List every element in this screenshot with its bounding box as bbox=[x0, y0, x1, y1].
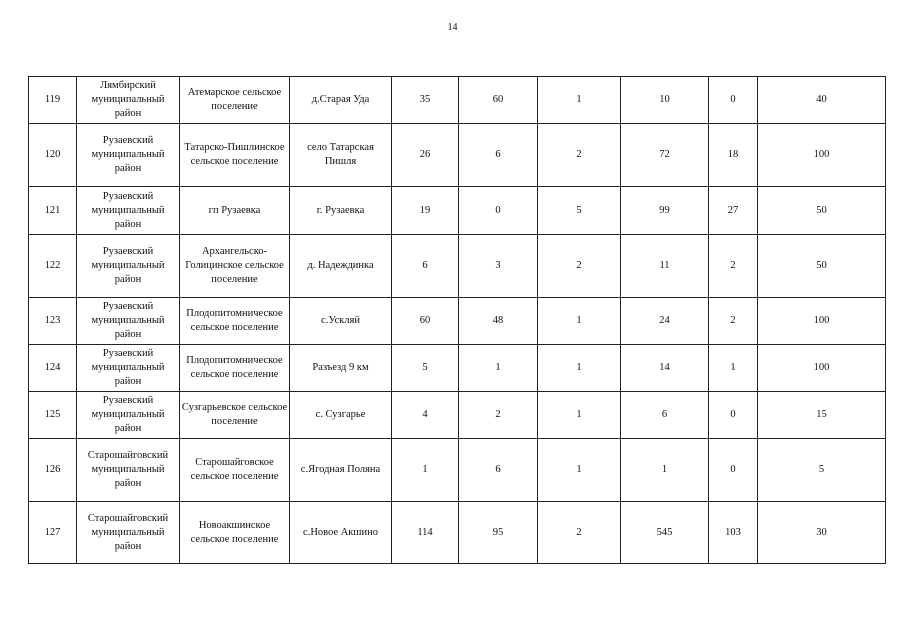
locality-cell: с.Ягодная Поляна bbox=[290, 439, 392, 502]
locality-cell: с.Ускляй bbox=[290, 298, 392, 345]
district-cell: Рузаевский муниципальный район bbox=[77, 124, 180, 187]
settlement-cell: Сузгарьевское сельское поселение bbox=[180, 392, 290, 439]
value-cell-5: 18 bbox=[709, 124, 758, 187]
value-cell-5: 0 bbox=[709, 392, 758, 439]
locality-cell: д.Старая Уда bbox=[290, 77, 392, 124]
value-cell-6: 50 bbox=[758, 235, 886, 298]
settlement-cell: гп Рузаевка bbox=[180, 187, 290, 235]
value-cell-5: 2 bbox=[709, 298, 758, 345]
value-cell-1: 6 bbox=[392, 235, 459, 298]
row-number: 125 bbox=[29, 392, 77, 439]
value-cell-1: 5 bbox=[392, 345, 459, 392]
locality-cell: Разъезд 9 км bbox=[290, 345, 392, 392]
value-cell-5: 0 bbox=[709, 77, 758, 124]
row-number: 127 bbox=[29, 502, 77, 564]
table-row bbox=[29, 502, 886, 564]
district-cell: Рузаевский муниципальный район bbox=[77, 298, 180, 345]
settlement-cell: Старошайговское сельское поселение bbox=[180, 439, 290, 502]
table-row bbox=[29, 439, 886, 502]
table-row bbox=[29, 187, 886, 235]
district-cell: Старошайговский муниципальный район bbox=[77, 439, 180, 502]
value-cell-6: 30 bbox=[758, 502, 886, 564]
row-number: 123 bbox=[29, 298, 77, 345]
value-cell-4: 545 bbox=[621, 502, 709, 564]
value-cell-4: 72 bbox=[621, 124, 709, 187]
value-cell-4: 10 bbox=[621, 77, 709, 124]
district-cell: Рузаевский муниципальный район bbox=[77, 345, 180, 392]
value-cell-2: 48 bbox=[459, 298, 538, 345]
district-cell: Рузаевский муниципальный район bbox=[77, 187, 180, 235]
district-cell: Рузаевский муниципальный район bbox=[77, 392, 180, 439]
value-cell-3: 2 bbox=[538, 235, 621, 298]
table-row bbox=[29, 77, 886, 124]
value-cell-1: 19 bbox=[392, 187, 459, 235]
value-cell-3: 2 bbox=[538, 502, 621, 564]
page-number: 14 bbox=[447, 22, 458, 33]
value-cell-3: 5 bbox=[538, 187, 621, 235]
value-cell-1: 114 bbox=[392, 502, 459, 564]
value-cell-1: 26 bbox=[392, 124, 459, 187]
value-cell-5: 0 bbox=[709, 439, 758, 502]
value-cell-6: 100 bbox=[758, 124, 886, 187]
value-cell-1: 60 bbox=[392, 298, 459, 345]
value-cell-6: 100 bbox=[758, 345, 886, 392]
value-cell-4: 6 bbox=[621, 392, 709, 439]
data-table bbox=[28, 76, 886, 564]
settlement-cell: Новоакшинское сельское поселение bbox=[180, 502, 290, 564]
value-cell-4: 11 bbox=[621, 235, 709, 298]
value-cell-3: 1 bbox=[538, 77, 621, 124]
value-cell-2: 6 bbox=[459, 439, 538, 502]
value-cell-4: 24 bbox=[621, 298, 709, 345]
row-number: 121 bbox=[29, 187, 77, 235]
locality-cell: с.Новое Акшино bbox=[290, 502, 392, 564]
table-row bbox=[29, 124, 886, 187]
row-number: 120 bbox=[29, 124, 77, 187]
settlement-cell: Атемарское сельское поселение bbox=[180, 77, 290, 124]
value-cell-2: 95 bbox=[459, 502, 538, 564]
value-cell-2: 6 bbox=[459, 124, 538, 187]
value-cell-3: 2 bbox=[538, 124, 621, 187]
table-row bbox=[29, 345, 886, 392]
value-cell-1: 1 bbox=[392, 439, 459, 502]
value-cell-4: 99 bbox=[621, 187, 709, 235]
table-row bbox=[29, 392, 886, 439]
locality-cell: г. Рузаевка bbox=[290, 187, 392, 235]
value-cell-3: 1 bbox=[538, 345, 621, 392]
row-number: 122 bbox=[29, 235, 77, 298]
value-cell-1: 4 bbox=[392, 392, 459, 439]
value-cell-2: 0 bbox=[459, 187, 538, 235]
table-row bbox=[29, 235, 886, 298]
district-cell: Рузаевский муниципальный район bbox=[77, 235, 180, 298]
locality-cell: село Татарская Пишля bbox=[290, 124, 392, 187]
district-cell: Старошайговский муниципальный район bbox=[77, 502, 180, 564]
settlement-cell: Плодопитомническое сельское поселение bbox=[180, 298, 290, 345]
value-cell-3: 1 bbox=[538, 392, 621, 439]
value-cell-6: 100 bbox=[758, 298, 886, 345]
value-cell-3: 1 bbox=[538, 298, 621, 345]
row-number: 119 bbox=[29, 77, 77, 124]
value-cell-2: 2 bbox=[459, 392, 538, 439]
row-number: 126 bbox=[29, 439, 77, 502]
settlement-cell: Архангельско-Голицинское сельское поселение bbox=[180, 235, 290, 298]
value-cell-4: 14 bbox=[621, 345, 709, 392]
value-cell-5: 103 bbox=[709, 502, 758, 564]
value-cell-3: 1 bbox=[538, 439, 621, 502]
district-cell: Лямбирский муниципальный район bbox=[77, 77, 180, 124]
settlement-cell: Татарско-Пишлинское сельское поселение bbox=[180, 124, 290, 187]
value-cell-6: 15 bbox=[758, 392, 886, 439]
value-cell-6: 40 bbox=[758, 77, 886, 124]
locality-cell: с. Сузгарье bbox=[290, 392, 392, 439]
value-cell-5: 1 bbox=[709, 345, 758, 392]
value-cell-6: 50 bbox=[758, 187, 886, 235]
value-cell-5: 27 bbox=[709, 187, 758, 235]
locality-cell: д. Надеждинка bbox=[290, 235, 392, 298]
value-cell-2: 60 bbox=[459, 77, 538, 124]
value-cell-2: 3 bbox=[459, 235, 538, 298]
settlement-cell: Плодопитомническое сельское поселение bbox=[180, 345, 290, 392]
value-cell-1: 35 bbox=[392, 77, 459, 124]
value-cell-6: 5 bbox=[758, 439, 886, 502]
value-cell-2: 1 bbox=[459, 345, 538, 392]
row-number: 124 bbox=[29, 345, 77, 392]
value-cell-4: 1 bbox=[621, 439, 709, 502]
value-cell-5: 2 bbox=[709, 235, 758, 298]
table-row bbox=[29, 298, 886, 345]
